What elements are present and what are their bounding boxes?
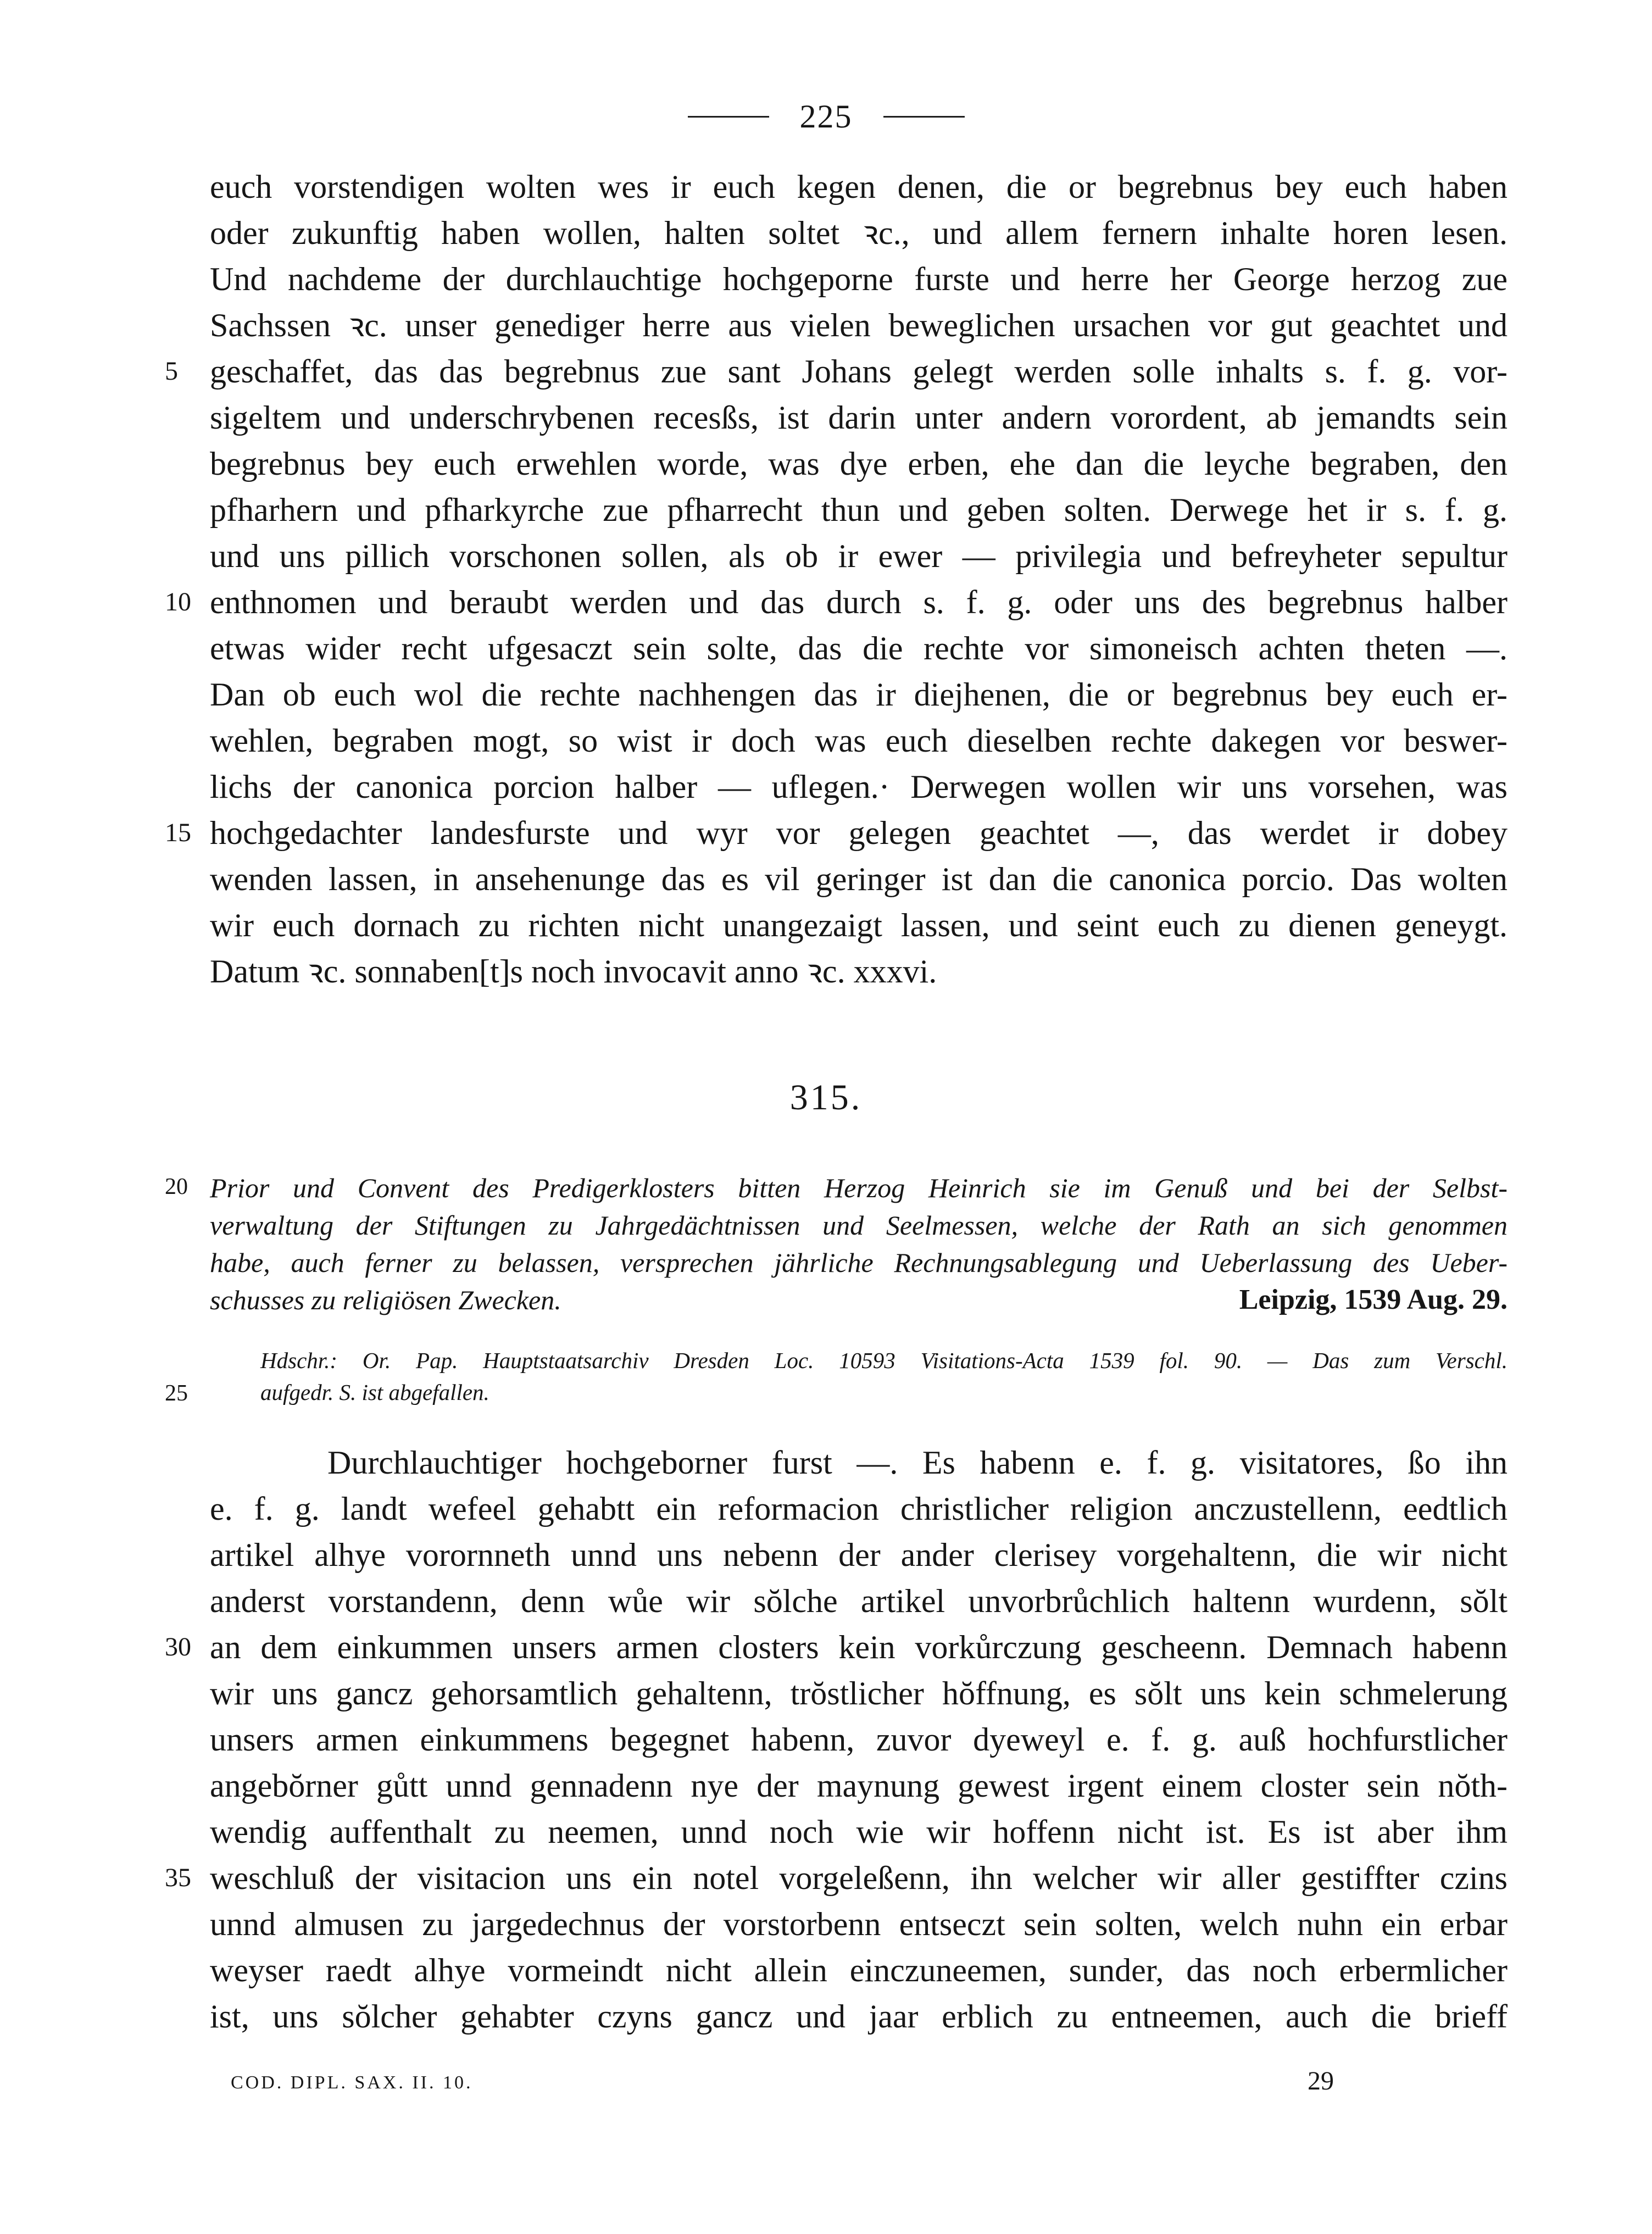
text-line: begrebnus bey euch erwehlen worde, was dye erben, ehe dan die leyche begraben, den: [210, 446, 1508, 482]
text-line: wehlen, begraben mogt, so wist ir doch was euch dieselben rechte dakegen vor beswer-: [210, 723, 1508, 759]
text-line: oder zukunftig haben wollen, halten soltet ꝛc., und allem fernern inhalte horen lesen.: [210, 215, 1508, 251]
text-line: wir euch dornach zu richten nicht unangezaigt lassen, und seint euch zu dienen geneygt.: [210, 907, 1508, 943]
text-line: hochgedachter landesfurste und wyr vor gelegen geachtet —, das werdet ir dobey: [210, 815, 1508, 851]
text-line: anderst vorstandenn, denn wůe wir sŏlche artikel unvorbrůchlich haltenn wurdenn, sŏlt: [210, 1583, 1508, 1619]
line-number: 35: [165, 1863, 191, 1892]
text-line: unnd almusen zu jargedechnus der vorstorbenn entseczt sein solten, welch nuhn ein erbar: [210, 1906, 1508, 1942]
line-number: 20: [165, 1174, 188, 1199]
sheet-number: 29: [1308, 2066, 1334, 2096]
regest-line: verwaltung der Stiftungen zu Jahrgedächtnissen und Seelmessen, welche der Rath an sich genommen: [210, 1210, 1508, 1241]
text-line: etwas wider recht ufgesaczt sein solte, das die rechte vor simoneisch achten theten —.: [210, 630, 1508, 666]
page-number: 225: [799, 98, 853, 135]
text-line: weyser raedt alhye vormeindt nicht allein einczuneemen, sunder, das noch erbermlicher: [210, 1952, 1508, 1988]
text-line: an dem einkummen unsers armen closters kein vorkůrczung gescheenn. Demnach habenn: [210, 1629, 1508, 1665]
document-number: 315.: [789, 1077, 863, 1118]
text-line: Datum ꝛc. sonnaben[t]s noch invocavit anno ꝛc. xxxvi.: [210, 953, 937, 990]
signature-mark: COD. DIPL. SAX. II. 10.: [231, 2072, 473, 2093]
line-number: 5: [165, 357, 178, 386]
line-number: 15: [165, 818, 191, 847]
text-line: ist, uns sŏlcher gehabter czyns gancz und jaar erblich zu entneemen, auch die brieff: [210, 1998, 1508, 2035]
regest-line: schusses zu religiösen Zwecken.: [210, 1285, 561, 1315]
text-line: euch vorstendigen wolten wes ir euch kegen denen, die or begrebnus bey euch haben: [210, 169, 1508, 205]
text-line: und uns pillich vorschonen sollen, als ob ir ewer — privilegia und befreyheter sepultur: [210, 538, 1508, 574]
text-line: wendig auffenthalt zu neemen, unnd noch wie wir hoffenn nicht ist. Es ist aber ihm: [210, 1814, 1508, 1850]
line-number: 10: [165, 587, 191, 616]
text-line: weschluß der visitacion uns ein notel vorgeleßenn, ihn welcher wir aller gestiffter czins: [210, 1860, 1508, 1896]
text-line: artikel alhye vorornneth unnd uns nebenn der ander clerisey vorgehaltenn, die wir nicht: [210, 1537, 1508, 1573]
line-number: 30: [165, 1632, 191, 1661]
line-number: 25: [165, 1381, 188, 1406]
text-line: lichs der canonica porcion halber — uflegen.· Derwegen wollen wir uns vorsehen, was: [210, 769, 1508, 805]
text-line: e. f. g. landt wefeel gehabtt ein reformacion christlicher religion anczustellenn, eedtlich: [210, 1491, 1508, 1527]
text-line: Sachssen ꝛc. unser genediger herre aus vielen beweglichen ursachen vor gut geachtet und: [210, 307, 1508, 343]
text-line: sigeltem und underschrybenen recesßs, ist darin unter andern vorordent, ab jemandts sein: [210, 399, 1508, 436]
text-line: Durchlauchtiger hochgeborner furst —. Es habenn e. f. g. visitatores, ßo ihn: [327, 1444, 1508, 1481]
page-header: [0, 98, 1652, 136]
text-line: unsers armen einkummens begegnet habenn, zuvor dyeweyl e. f. g. auß hochfurstlicher: [210, 1721, 1508, 1758]
header-rule-left: [688, 116, 769, 118]
text-line: pfharhern und pfharkyrche zue pfharrecht thun und geben solten. Derwege het ir s. f. g.: [210, 492, 1508, 528]
place-date: Leipzig, 1539 Aug. 29.: [1239, 1284, 1508, 1315]
text-line: geschaffet, das das begrebnus zue sant Johans gelegt werden solle inhalts s. f. g. vor-: [210, 353, 1508, 390]
text-line: wenden lassen, in ansehenunge das es vil geringer ist dan die canonica porcio. Das wolten: [210, 861, 1508, 897]
text-line: Dan ob euch wol die rechte nachhengen das ir diejhenen, die or begrebnus bey euch er-: [210, 676, 1508, 713]
source-note-line: Hdschr.: Or. Pap. Hauptstaatsarchiv Dresden Loc. 10593 Visitations-Acta 1539 fol. 90. — Das zum Verschl.: [260, 1348, 1508, 1373]
text-line: Und nachdeme der durchlauchtige hochgeporne furste und herre her George herzog zue: [210, 261, 1508, 297]
regest-line: Prior und Convent des Predigerklosters bitten Herzog Heinrich sie im Genuß und bei der Selbst-: [210, 1172, 1508, 1203]
text-line: enthnomen und beraubt werden und das durch s. f. g. oder uns des begrebnus halber: [210, 584, 1508, 620]
header-rule-right: [883, 116, 965, 118]
regest-line: habe, auch ferner zu belassen, versprechen jährliche Rechnungsablegung und Ueberlassung des Ueber-: [210, 1247, 1508, 1278]
text-line: angebŏrner gůtt unnd gennadenn nye der maynung gewest irgent einem closter sein nŏth-: [210, 1768, 1508, 1804]
text-line: wir uns gancz gehorsamtlich gehaltenn, trŏstlicher hŏffnung, es sŏlt uns kein schmelerung: [210, 1675, 1508, 1711]
source-note-line: aufgedr. S. ist abgefallen.: [260, 1380, 490, 1405]
